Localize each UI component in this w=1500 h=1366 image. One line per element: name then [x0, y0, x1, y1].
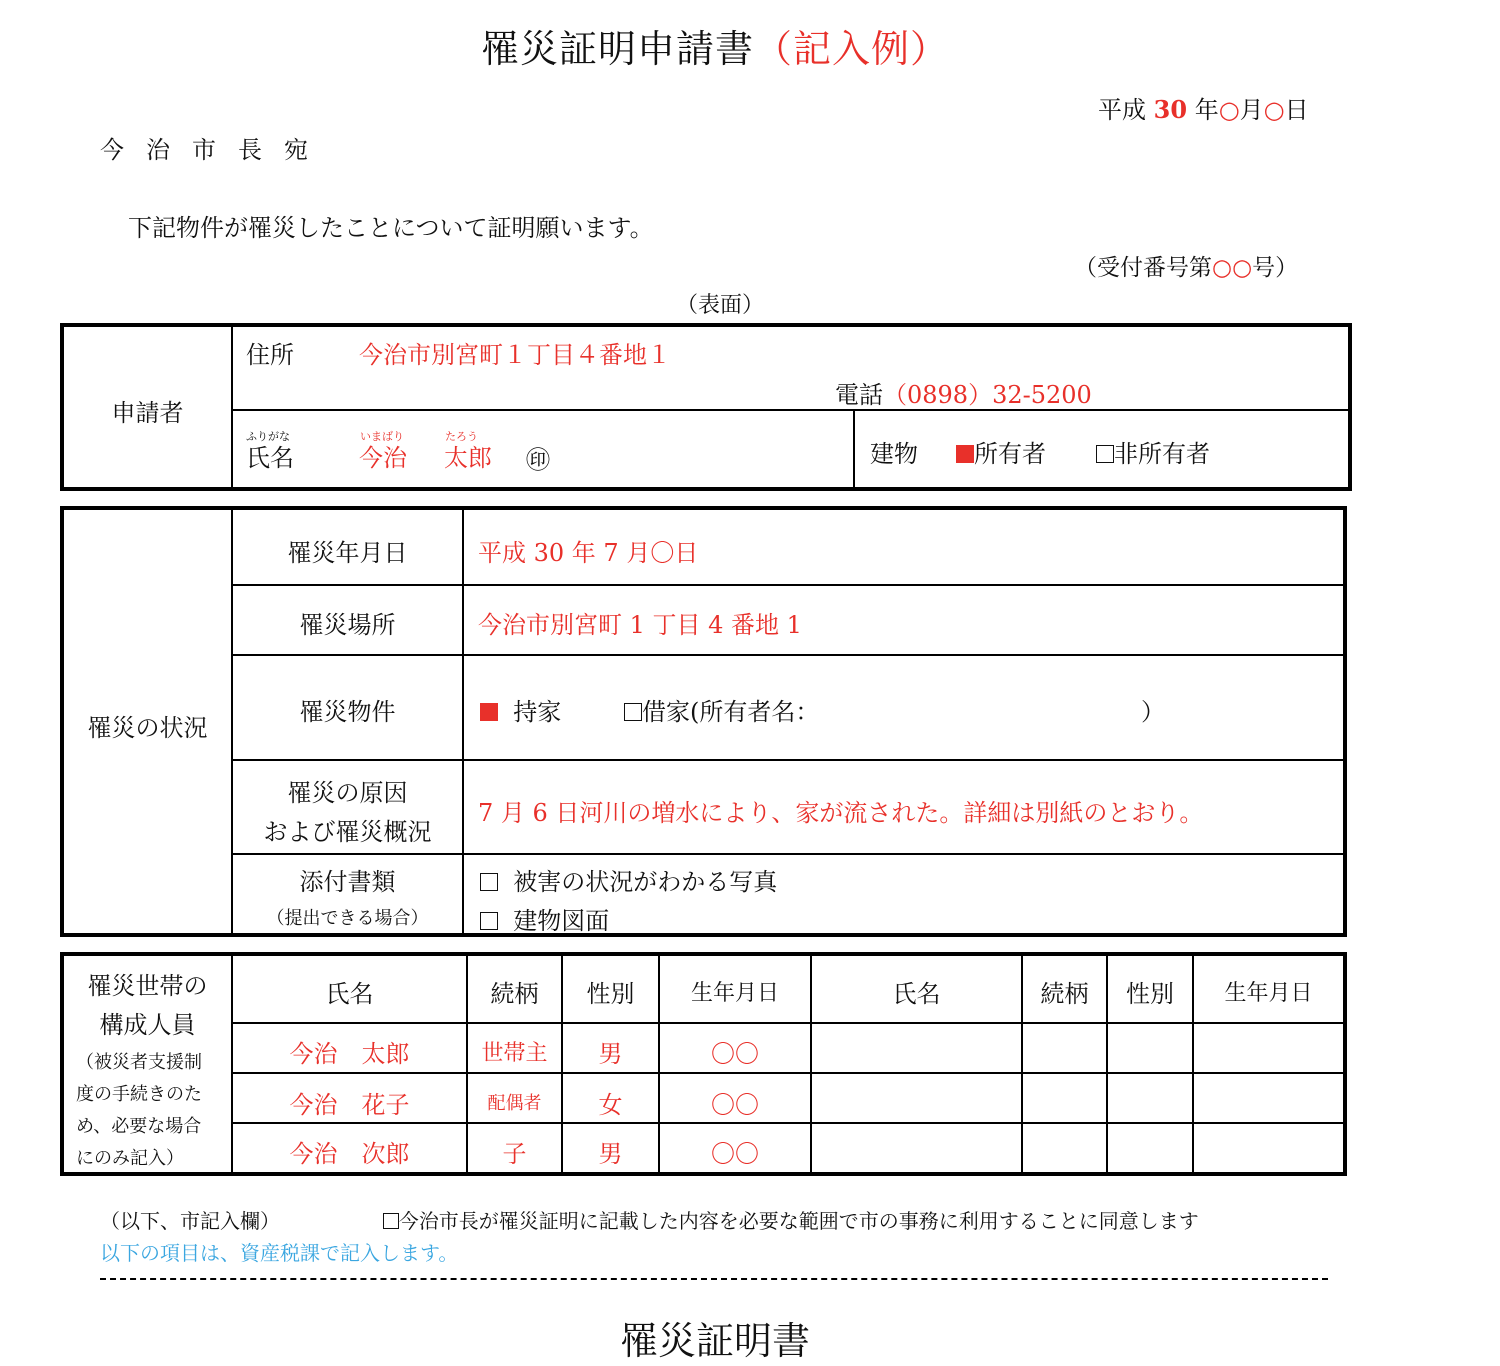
applicant-table [60, 323, 1352, 491]
attachment-label: 被害の状況がわかる写真 [513, 868, 778, 896]
divider [231, 1022, 1343, 1024]
reception-number-value: ○○ [1212, 255, 1253, 281]
given-name-field[interactable]: 太郎 [444, 444, 492, 472]
surname-furigana: いまばり [360, 430, 404, 443]
disaster-date-label: 罹災年月日 [287, 539, 408, 567]
column-header-name: 氏名 [325, 980, 374, 1008]
certificate-title: 罹災証明書 [619, 1319, 810, 1363]
phone-row [835, 375, 1092, 410]
era-label: 平成 [1098, 96, 1146, 124]
city-use-label: （以下、市記入欄） [100, 1209, 280, 1233]
given-name-furigana: たろう [445, 430, 478, 443]
cut-line-divider [100, 1278, 1328, 1280]
city-use-line [100, 1205, 1199, 1234]
own-house-option[interactable] [480, 692, 561, 727]
column-header-birthdate: 生年月日 [690, 981, 779, 1006]
date-day: ○ [1263, 96, 1285, 124]
divider [853, 409, 855, 487]
divider [231, 853, 1343, 855]
member-name-cell[interactable]: 今治 次郎 [289, 1140, 410, 1168]
household-label-line2: 構成人員 [99, 1011, 196, 1039]
household-note-line1: （被災者支援制 [76, 1052, 202, 1073]
household-note-line3: め、必要な場合 [76, 1116, 202, 1137]
month-unit: 月 [1239, 96, 1264, 124]
column-header-name: 氏名 [892, 980, 941, 1008]
cause-field[interactable]: 7 月 6 日河川の増水により、家が流された。詳細は別紙のとおり。 [478, 799, 1204, 827]
attachments-sublabel: （提出できる場合） [266, 908, 429, 929]
member-sex-cell[interactable]: 男 [598, 1040, 623, 1068]
member-birthdate-cell[interactable]: 〇〇 [711, 1040, 759, 1068]
member-birthdate-cell[interactable]: 〇〇 [711, 1091, 759, 1119]
divider [231, 327, 233, 487]
disaster-date-field[interactable]: 平成 30 年 7 月〇日 [478, 539, 699, 567]
checkbox-icon[interactable] [480, 873, 498, 891]
disaster-place-label: 罹災場所 [299, 611, 396, 639]
member-sex-cell[interactable]: 男 [598, 1140, 623, 1168]
cause-label-line2: および罹災概況 [263, 818, 432, 846]
member-name-cell[interactable]: 今治 太郎 [289, 1040, 410, 1068]
household-members-table [60, 952, 1347, 1176]
attachment-item[interactable] [480, 901, 609, 936]
consent-label: 今治市長が罹災証明に記載した内容を必要な範囲で市の事務に利用することに同意します [398, 1209, 1199, 1233]
checked-box-icon[interactable] [956, 445, 974, 463]
face-label: （表面） [675, 293, 764, 318]
divider [231, 1072, 1343, 1074]
disaster-place-field[interactable]: 今治市別宮町 1 丁目 4 番地 1 [478, 611, 802, 639]
request-statement: 下記物件が罹災したことについて証明願います。 [128, 214, 654, 242]
divider [231, 654, 1343, 656]
household-note-line2: 度の手続きのた [76, 1084, 202, 1105]
furigana-label: ふりがな [246, 430, 290, 443]
consent-option[interactable] [383, 1209, 1199, 1233]
day-unit: 日 [1284, 96, 1309, 124]
date-year: 30 [1153, 95, 1188, 124]
divider [231, 759, 1343, 761]
divider [231, 409, 1348, 411]
year-unit: 年 [1194, 96, 1219, 124]
divider [231, 584, 1343, 586]
cause-label-line1: 罹災の原因 [287, 779, 408, 807]
reception-prefix: （受付番号第 [1074, 255, 1212, 281]
divider [462, 510, 464, 933]
name-label: 氏名 [246, 444, 294, 472]
member-sex-cell[interactable]: 女 [598, 1091, 623, 1119]
checkbox-icon[interactable] [1096, 445, 1114, 463]
rented-option[interactable] [624, 692, 819, 727]
title-example-label: （記入例） [754, 27, 950, 71]
reception-suffix: 号） [1252, 255, 1299, 281]
building-label: 建物 [870, 440, 918, 468]
attachments-label: 添付書類 [299, 868, 396, 896]
reception-number [1074, 249, 1298, 282]
member-relation-cell[interactable]: 世帯主 [481, 1041, 548, 1066]
rented-owner-close: ） [1141, 698, 1165, 726]
phone-label: 電話 [835, 381, 883, 409]
checkbox-icon[interactable] [383, 1213, 399, 1229]
addressee: 今治市長宛 [100, 136, 330, 164]
form-title [0, 18, 1430, 73]
member-relation-cell[interactable]: 配偶者 [487, 1093, 542, 1114]
attachment-item[interactable] [480, 862, 777, 897]
member-birthdate-cell[interactable]: 〇〇 [711, 1140, 759, 1168]
member-relation-cell[interactable]: 子 [502, 1140, 527, 1168]
owner-option-label: 所有者 [974, 440, 1046, 468]
divider [231, 1122, 1343, 1124]
tax-division-note: 以下の項目は、資産税課で記入します。 [100, 1241, 459, 1265]
date-month: ○ [1218, 96, 1240, 124]
address-label: 住所 [246, 341, 294, 369]
disaster-property-label: 罹災物件 [299, 698, 396, 726]
household-label-line1: 罹災世帯の [87, 972, 208, 1000]
owner-option[interactable] [956, 434, 1046, 469]
own-house-label: 持家 [513, 698, 562, 726]
phone-field[interactable]: （0898）32-5200 [883, 381, 1092, 409]
checkbox-icon[interactable] [480, 912, 498, 930]
surname-field[interactable]: 今治 [359, 444, 407, 472]
member-name-cell[interactable]: 今治 花子 [289, 1091, 410, 1119]
column-header-relation: 続柄 [490, 980, 539, 1008]
column-header-sex: 性別 [586, 980, 635, 1008]
applicant-section-label: 申請者 [111, 399, 184, 427]
rented-label: 借家(所有者名： [642, 698, 820, 726]
seal-icon: ㊞ [526, 446, 550, 474]
household-note-line4: にのみ記入） [76, 1148, 184, 1169]
column-header-birthdate: 生年月日 [1224, 981, 1313, 1006]
column-header-relation: 続柄 [1040, 980, 1089, 1008]
checked-box-icon[interactable] [480, 703, 498, 721]
non-owner-option-label: 非所有者 [1114, 440, 1210, 468]
title-text: 罹災証明申請書 [480, 27, 754, 71]
address-field[interactable]: 今治市別宮町１丁目４番地１ [359, 341, 671, 369]
application-date [1098, 90, 1309, 125]
checkbox-icon[interactable] [624, 703, 642, 721]
attachment-label: 建物図面 [513, 907, 610, 935]
disaster-situation-table [60, 506, 1347, 937]
non-owner-option[interactable] [1096, 434, 1210, 469]
column-header-sex: 性別 [1126, 980, 1174, 1008]
disaster-section-label: 罹災の状況 [87, 714, 208, 742]
